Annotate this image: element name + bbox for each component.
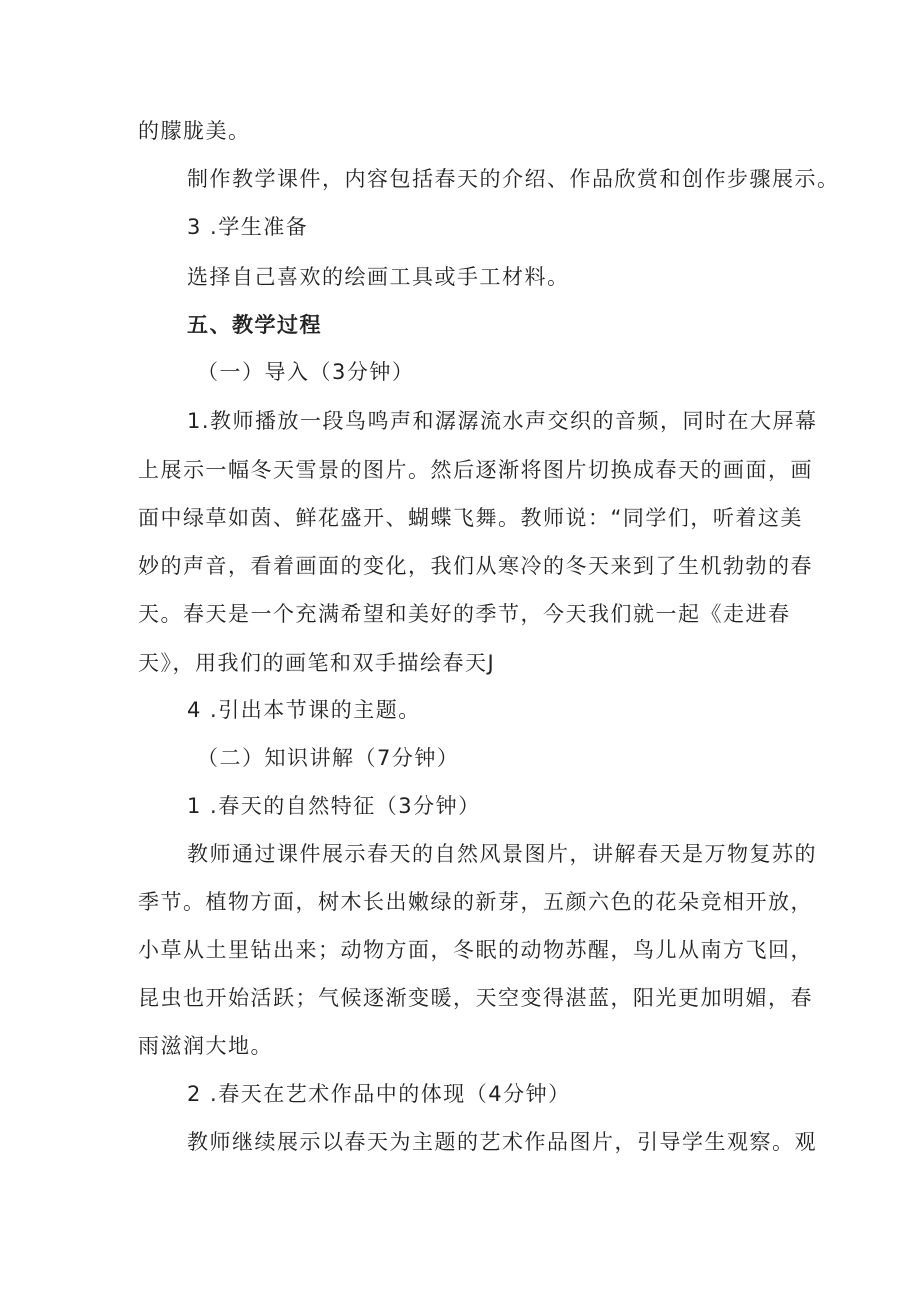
paragraph-intro-line: 天。春天是一个充满希望和美好的季节，今天我们就一起《走进春 [138, 602, 791, 626]
heading-teaching-process: 五、教学过程 [187, 313, 322, 337]
paragraph-materials: 选择自己喜欢的绘画工具或手工材料。 [187, 265, 570, 289]
paragraph-intro-line: 1.教师播放一段鸟鸣声和潺潺流水声交织的音频，同时在大屏幕 [187, 409, 818, 433]
paragraph-intro-line: 妙的声音，看着画面的变化，我们从寒冷的冬天来到了生机勃勃的春 [138, 554, 813, 578]
subheading-introduction: （一）导入（3分钟） [197, 360, 415, 384]
paragraph-intro-line: 面中绿草如茵、鲜花盛开、蝴蝶飞舞。教师说：“同学们，听着这美 [138, 506, 803, 530]
item-art-works: 2 .春天在艺术作品中的体现（4分钟） [187, 1082, 571, 1106]
paragraph-courseware: 制作教学课件，内容包括春天的介绍、作品欣赏和创作步骤展示。 [187, 167, 840, 191]
item-lesson-theme: 4 .引出本节课的主题。 [187, 698, 421, 722]
paragraph-features-line: 教师通过课件展示春天的自然风景图片，讲解春天是万物复苏的 [187, 842, 817, 866]
paragraph-intro-line: 上展示一幅冬天雪景的图片。然后逐渐将图片切换成春天的画面，画 [138, 458, 813, 482]
paragraph-features-line: 小草从土里钻出来；动物方面，冬眠的动物苏醒，鸟儿从南方飞回， [138, 938, 813, 962]
item-natural-features: 1 .春天的自然特征（3分钟） [187, 794, 481, 818]
paragraph-features-line: 昆虫也开始活跃；气候逐渐变暖，天空变得湛蓝，阳光更加明媚，春 [138, 986, 813, 1010]
section-student-preparation: 3 .学生准备 [187, 215, 309, 239]
paragraph-intro-line: 天》，用我们的画笔和双手描绘春天J [138, 651, 496, 675]
paragraph-features-line: 季节。植物方面，树木长出嫩绿的新芽，五颜六色的花朵竞相开放， [138, 890, 813, 914]
subheading-knowledge: （二）知识讲解（7分钟） [197, 746, 460, 770]
paragraph-features-line: 雨滋润大地。 [138, 1034, 273, 1058]
paragraph-art-line: 教师继续展示以春天为主题的艺术作品图片，引导学生观察。观 [187, 1130, 817, 1154]
paragraph-continuation: 的朦胧美。 [138, 119, 251, 143]
